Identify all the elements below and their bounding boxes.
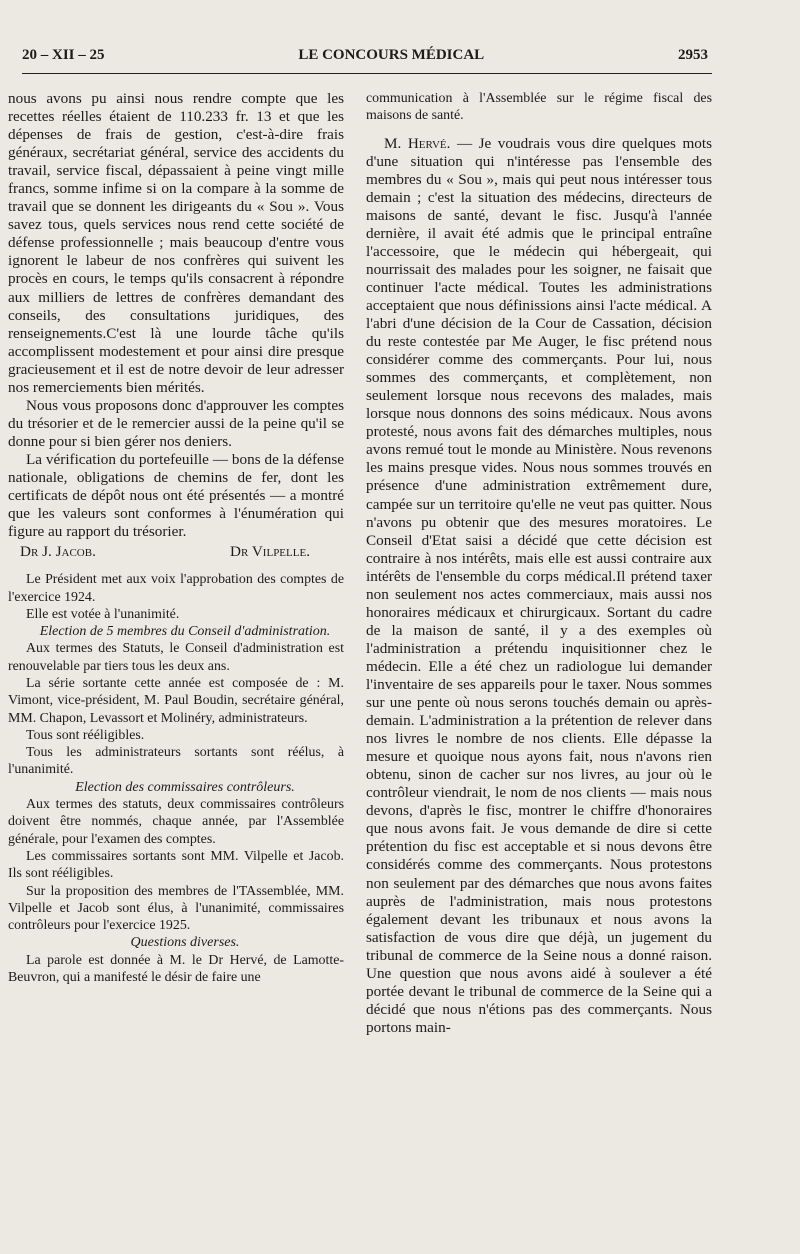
paragraph: La parole est donnée à M. le Dr Hervé, de Lamotte-Beuvron, qui a manifesté le désir de faire une [8,952,344,986]
paragraph: La série sortante cette année est composée de : M. Vimont, vice-président, M. Paul Boudin, secrétaire général, MM. Chapon, Levassort et Molinéry, administrateurs. [8,676,344,726]
section-heading: Election des commissaires contrôleurs. [75,779,295,795]
paragraph: La vérification du portefeuille — bons de la défense nationale, obligations de chemins de fer, dont les certificats de dépôt nous ont été présentés — a montré que les valeurs sont conformes à l'énumération qui figure au rapport du trésorier. [8,450,344,541]
paragraph: Le Président met aux voix l'approbation des comptes de l'exercice 1924. [8,572,344,605]
paragraph: Les commissaires sortants sont MM. Vilpelle et Jacob. Ils sont rééligibles. [8,848,344,882]
speech-paragraph [366,135,712,1037]
paragraph: Sur la proposition des membres de l'TAssemblée, MM. Vilpelle et Jacob sont élus, à l'unanimité, commissaires contrôleurs pour l'exercice 1925. [8,883,344,934]
issue-date: 20 – XII – 25 [22,47,105,63]
signature-vilpelle: Dr Vilpelle. [230,543,310,561]
paragraph: Aux termes des Statuts, le Conseil d'administration est renouvelable par tiers tous les deux ans. [8,641,344,674]
signatures [8,543,344,561]
speaker-name: M. Hervé. [384,134,451,152]
page-number: 2953 [678,47,708,63]
paragraph: Tous sont rééligibles. [26,727,145,743]
paragraph: Aux termes des statuts, deux commissaires contrôleurs doivent être nommés, chaque année, par l'Assemblée générale, pour l'examen des comptes. [8,797,344,847]
paragraph: Tous les administrateurs sortants sont réélus, à l'unanimité. [8,745,344,778]
speech-text: — Je voudrais vous dire quelques mots d'une situation qui n'intéresse pas l'ensemble des membres du « Sou », mais qui peut nous intéresser tous demain ; c'est la situation des médecins, directeurs de maisons de santé, devant le fisc. Jusqu'à l'année dernière, il avait été admis que le principal entraîne l'accessoire, que le médecin qui hébergeait, qui nourrissait des malades pour les soigner, ne faisait que continuer l'acte médical. Toutes les administrations acceptaient que nous définissions ainsi l'acte médical. A l'abri d'une décision de la Cour de Cassation, décision du reste contestée par Me Auger, le fisc prétend nous considérer comme des commerçants. Pour lui, nous sommes des commerçants, et complètement, non seulement lorsque nous recevons des malades, mais lorsque nous donnons des soins médicaux. Nous avons protesté, nous avons fait des démarches multiples, nous avons remué tout le monde au Ministère. Nous revenons les mains presque vides. Nous nous sommes trouvés en présence d'une administration extrêmement dure, campée sur un territoire qu'elle ne veut pas quitter. Nous n'avons pu obtenir que des mesures moratoires. Le Conseil d'Etat saisi a décidé que cette décision est contraire à nos intérêts, mais elle est aussi contraire aux intérêts de l'ensemble du corps médical.Il prétend taxer non seulement nos actes commerciaux, mais aussi nos honoraires médicaux et chirurgicaux. Sortant du cadre de la maison de santé, il y a des exemples où l'administration a prétendu inquisitionner chez le médecin. Elle a été chez un radiologue lui demander l'inventaire de ses appareils pour le taxer. Nous sommes sur une pente où nous serons touchés demain ou après-demain. L'administration a la prétention de relever dans nos livres le nombre de nos clients. Elle dépasse la mesure et quoique nous ayons fait, nous n'avons rien obtenu, sinon de cacher sur nos livres, au jour où le contrôleur viendrait, le nom de nos clients — mais nous devons, d'après le fisc, montrer le chiffre d'honoraires que nous avons fait. Je vous demande de dire si cette prétention du fisc est acceptable et si nous devons être considérés comme des commerçants. Nous protestons non seulement par des démarches que nous avons faites auprès de l'administration, mais nous protestons également devant les tribunaux et nous avons la satisfaction de vous dire que déjà, un jugement du tribunal de commerce de la Seine nous a donné raison. Une question que nous avons aidé à soulever a été portée devant le tribunal de commerce de la Seine qui a décidé que nous n'étions pas des commerçants. Nous portons main- [366,134,712,1036]
paragraph: Nous vous proposons donc d'approuver les comptes du trésorier et de le remercier aussi de la peine qu'il se donne pour si bien gérer nos deniers. [8,396,344,450]
section-heading: Questions diverses. [130,935,240,951]
running-header [22,47,708,69]
right-column [366,90,712,1037]
paragraph: communication à l'Assemblée sur le régime fiscal des maisons de santé. [366,91,712,124]
header-rule [22,73,712,74]
paragraph: nous avons pu ainsi nous rendre compte que les recettes réelles étaient de 110.233 fr. 13 et que les dépenses de frais de gestion, c'est-à-dire frais généraux, secrétariat général, service des accidents du travail, service fiscal, dépassaient à peine vingt mille francs, somme infime si on la compare à la somme de travail que se donnent les dirigeants du « Sou ». Vous savez tous, quels services nous rend cette société de défense professionnelle ; mais beaucoup d'entre vous ignorent le labeur de nos confrères qui suivent les procès en cours, le temps qu'ils consacrent à répondre aux milliers de lettres de confrères demandant des conseils, des consultations juridiques, des renseignements.C'est là une lourde tâche qu'ils accomplissent modestement et pour ainsi dire presque gracieusement et il est de notre devoir de leur adresser nos remerciements bien mérités. [8,90,344,396]
left-column [8,90,344,986]
section-heading: Election de 5 membres du Conseil d'administration. [39,624,331,640]
journal-title: LE CONCOURS MÉDICAL [298,47,485,63]
signature-jacob: Dr J. Jacob. [20,543,96,561]
paragraph: Elle est votée à l'unanimité. [26,606,180,622]
